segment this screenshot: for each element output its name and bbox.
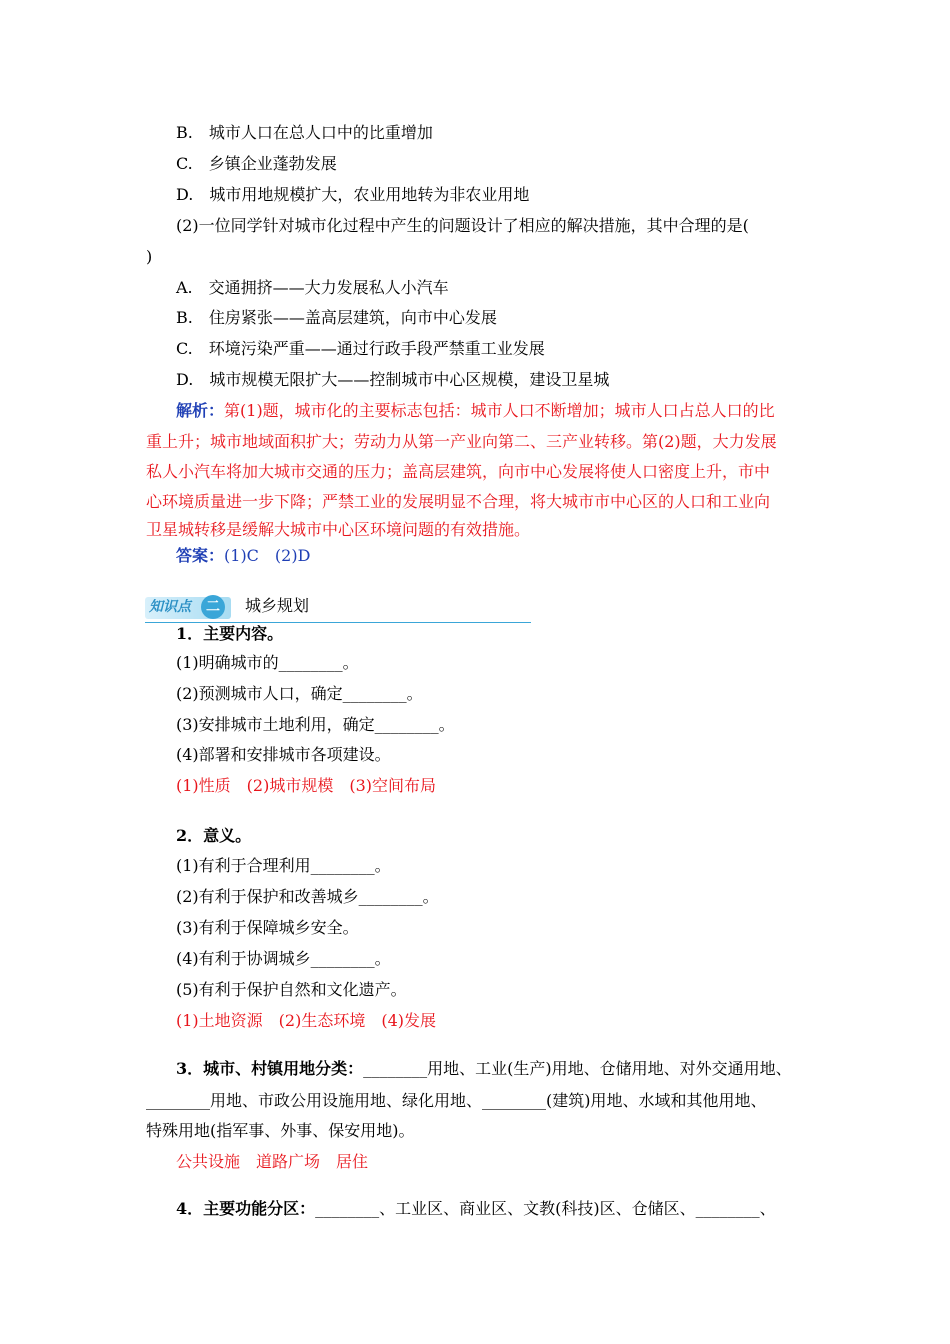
section-2-item-5: (5)有利于保护自然和文化遗产。: [176, 980, 407, 999]
section-1-item-3: (3)安排城市土地利用，确定________。: [176, 715, 455, 734]
section-4-line-1: [176, 1199, 776, 1219]
section-1-answer: (1)性质 (2)城市规模 (3)空间布局: [176, 776, 436, 795]
analysis-line-5: 卫星城转移是缓解大城市中心区环境问题的有效措施。: [146, 520, 531, 539]
section-3-line-1: [176, 1059, 792, 1079]
section-3-heading: 3．城市、村镇用地分类：: [176, 1059, 364, 1078]
q1-option-d: D. 城市用地规模扩大，农业用地转为非农业用地: [176, 185, 530, 204]
knowledge-point-rule: [145, 622, 531, 623]
answer-value: (1)C (2)D: [224, 546, 311, 565]
section-2-heading: 2．意义。: [176, 826, 252, 845]
section-3-text-1: ________用地、工业(生产)用地、仓储用地、对外交通用地、: [363, 1059, 792, 1078]
analysis-line-3: 私人小汽车将加大城市交通的压力；盖高层建筑，向市中心发展将使人口密度上升，市中: [146, 462, 771, 481]
section-1-item-1: (1)明确城市的________。: [176, 653, 359, 672]
q2-option-d: D. 城市规模无限扩大——控制城市中心区规模，建设卫星城: [176, 370, 610, 389]
section-3-answer: 公共设施 道路广场 居住: [176, 1152, 369, 1171]
section-1-item-2: (2)预测城市人口，确定________。: [176, 684, 423, 703]
section-2-item-1: (1)有利于合理利用________。: [176, 856, 391, 875]
section-4-text-1: ________、工业区、商业区、文教(科技)区、仓储区、________、: [315, 1199, 776, 1218]
section-1-heading: 1．主要内容。: [176, 624, 284, 643]
section-2-item-2: (2)有利于保护和改善城乡________。: [176, 887, 439, 906]
section-3-line-2: ________用地、市政公用设施用地、绿化用地、________(建筑)用地、水域和其他用地、: [146, 1091, 767, 1110]
q2-option-c: C. 环境污染严重——通过行政手段严禁重工业发展: [176, 339, 545, 358]
section-2-answer: (1)土地资源 (2)生态环境 (4)发展: [176, 1011, 436, 1030]
analysis-line-2: 重上升；城市地域面积扩大；劳动力从第一产业向第二、三产业转移。第(2)题，大力发展: [146, 432, 777, 451]
analysis-line-4: 心环境质量进一步下降；严禁工业的发展明显不合理，将大城市市中心区的人口和工业向: [146, 492, 771, 511]
answer-line: [176, 546, 310, 566]
q1-option-c: C. 乡镇企业蓬勃发展: [176, 154, 337, 173]
q2-stem: (2)一位同学针对城市化过程中产生的问题设计了相应的解决措施，其中合理的是(: [176, 216, 749, 235]
section-4-heading: 4．主要功能分区：: [176, 1199, 316, 1218]
section-1-item-4: (4)部署和安排城市各项建设。: [176, 745, 391, 764]
analysis-label: 解析：: [176, 401, 225, 420]
section-2-item-3: (3)有利于保障城乡安全。: [176, 918, 359, 937]
q1-option-b: B. 城市人口在总人口中的比重增加: [176, 123, 433, 142]
analysis-text-1: 第(1)题，城市化的主要标志包括：城市人口不断增加；城市人口占总人口的比: [224, 401, 775, 420]
q2-option-b: B. 住房紧张——盖高层建筑，向市中心发展: [176, 308, 497, 327]
knowledge-point-label: 知识点: [149, 599, 191, 615]
q2-option-a: A. 交通拥挤——大力发展私人小汽车: [176, 278, 449, 297]
answer-label: 答案：: [176, 546, 225, 565]
knowledge-point-title: 城乡规划: [245, 596, 310, 615]
section-2-item-4: (4)有利于协调城乡________。: [176, 949, 391, 968]
analysis-line-1: [176, 401, 775, 421]
knowledge-point-number: 二: [201, 595, 225, 619]
section-3-line-3: 特殊用地(指军事、外事、保安用地)。: [146, 1121, 415, 1140]
q2-stem-bracket: ): [146, 247, 153, 266]
knowledge-point-banner: [145, 593, 531, 625]
